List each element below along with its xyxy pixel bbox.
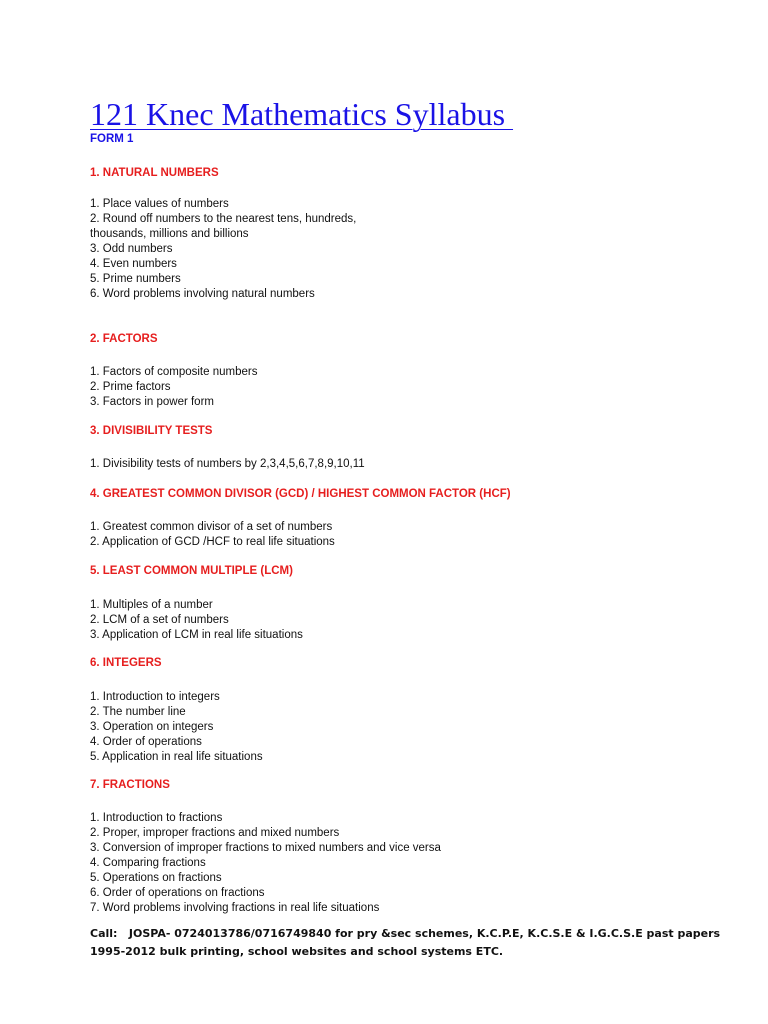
section-heading-fractions: 7. FRACTIONS: [90, 779, 170, 791]
list-item: 1. Greatest common divisor of a set of numbers: [90, 521, 333, 533]
list-item: 1. Multiples of a number: [90, 599, 213, 611]
section-list-natural-numbers: [90, 197, 356, 302]
list-item: 2. Proper, improper fractions and mixed numbers: [90, 827, 340, 839]
list-item: 3. Conversion of improper fractions to mixed numbers and vice versa: [90, 842, 441, 854]
list-item: 2. Prime factors: [90, 381, 171, 393]
section-list-divisibility-tests: [90, 457, 365, 472]
section-heading-gcd-hcf: 4. GREATEST COMMON DIVISOR (GCD) / HIGHEST COMMON FACTOR (HCF): [90, 488, 511, 500]
list-item: 7. Word problems involving fractions in real life situations: [90, 902, 380, 914]
section-list-integers: [90, 690, 263, 765]
list-item: 1. Introduction to fractions: [90, 812, 223, 824]
list-item: 6. Word problems involving natural numbers: [90, 288, 315, 300]
list-item: 3. Factors in power form: [90, 396, 214, 408]
footer-line-2: 1995-2012 bulk printing, school websites and school systems ETC.: [90, 945, 504, 958]
section-list-fractions: [90, 811, 441, 916]
list-item: 1. Divisibility tests of numbers by 2,3,4,5,6,7,8,9,10,11: [90, 458, 365, 470]
list-item: 5. Operations on fractions: [90, 872, 222, 884]
section-list-factors: [90, 365, 257, 410]
list-item: 3. Application of LCM in real life situations: [90, 629, 303, 641]
list-item: 4. Comparing fractions: [90, 857, 206, 869]
list-item: 3. Odd numbers: [90, 243, 173, 255]
list-item: thousands, millions and billions: [90, 228, 249, 240]
section-list-gcd-hcf: [90, 520, 335, 550]
footer-contact: [90, 926, 720, 960]
list-item: 2. Application of GCD /HCF to real life situations: [90, 536, 335, 548]
section-heading-divisibility-tests: 3. DIVISIBILITY TESTS: [90, 425, 213, 437]
document-title[interactable]: 121 Knec Mathematics Syllabus: [90, 96, 514, 132]
list-item: 1. Introduction to integers: [90, 691, 220, 703]
section-heading-natural-numbers: 1. NATURAL NUMBERS: [90, 167, 219, 179]
list-item: 5. Application in real life situations: [90, 751, 263, 763]
form-label: FORM 1: [90, 133, 134, 145]
section-heading-integers: 6. INTEGERS: [90, 657, 162, 669]
list-item: 1. Place values of numbers: [90, 198, 229, 210]
list-item: 3. Operation on integers: [90, 721, 214, 733]
list-item: 5. Prime numbers: [90, 273, 181, 285]
section-heading-factors: 2. FACTORS: [90, 333, 158, 345]
section-list-lcm: [90, 598, 303, 643]
list-item: 4. Even numbers: [90, 258, 177, 270]
list-item: 2. Round off numbers to the nearest tens, hundreds,: [90, 213, 357, 225]
section-heading-lcm: 5. LEAST COMMON MULTIPLE (LCM): [90, 565, 293, 577]
list-item: 1. Factors of composite numbers: [90, 366, 258, 378]
list-item: 6. Order of operations on fractions: [90, 887, 265, 899]
list-item: 2. LCM of a set of numbers: [90, 614, 229, 626]
list-item: 4. Order of operations: [90, 736, 202, 748]
list-item: 2. The number line: [90, 706, 186, 718]
footer-line-1: Call: JOSPA- 0724013786/0716749840 for pry &sec schemes, K.C.P.E, K.C.S.E & I.G.C.S.E past papers: [90, 927, 721, 940]
